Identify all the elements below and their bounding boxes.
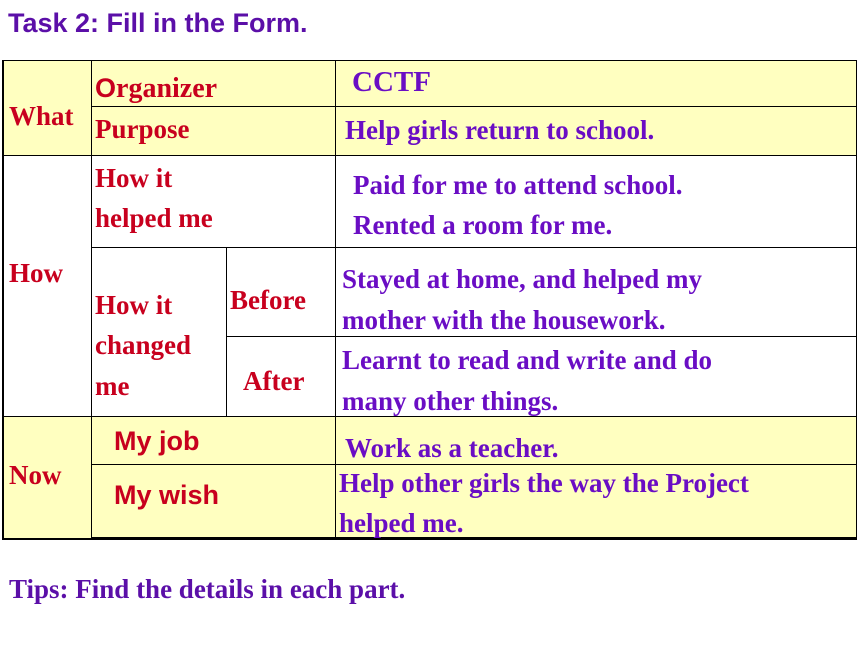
col-divider-before-after xyxy=(335,247,336,417)
how-label: How xyxy=(9,258,63,288)
after-answer-line1: Learnt to read and write and do xyxy=(342,345,713,375)
col-divider-helped xyxy=(335,155,336,248)
organizer-answer: CCTF xyxy=(352,66,431,98)
purpose-label: Purpose xyxy=(95,114,190,144)
how-changed-label-line3: me xyxy=(95,371,130,401)
my-job-answer: Work as a teacher. xyxy=(345,433,559,463)
organizer-label: Organizer xyxy=(95,73,218,104)
tips-text: Tips: Find the details in each part. xyxy=(9,574,406,604)
how-changed-label-line1: How it xyxy=(95,290,173,320)
page-title: Task 2: Fill in the Form. xyxy=(8,8,308,38)
before-answer-line1: Stayed at home, and helped my xyxy=(342,264,703,294)
row-divider-job xyxy=(91,464,857,465)
col-divider-what xyxy=(335,60,336,156)
col-divider-changed xyxy=(226,247,227,417)
now-label: Now xyxy=(9,460,62,490)
row-divider-organizer xyxy=(91,106,857,107)
before-label: Before xyxy=(230,285,306,315)
before-answer-line2: mother with the housework. xyxy=(342,305,666,335)
purpose-answer: Help girls return to school. xyxy=(345,115,655,145)
how-helped-label-line1: How it xyxy=(95,163,173,193)
after-label: After xyxy=(243,366,305,396)
how-helped-label-line2: helped me xyxy=(95,203,213,233)
col-divider-now xyxy=(335,416,336,540)
after-answer-line2: many other things. xyxy=(342,386,559,416)
row-divider-before xyxy=(226,336,857,337)
how-helped-answer-line1: Paid for me to attend school. xyxy=(353,170,683,200)
how-changed-label-line2: changed xyxy=(95,330,192,360)
what-label: What xyxy=(9,101,74,131)
my-job-label: My job xyxy=(114,426,200,456)
how-helped-answer-line2: Rented a room for me. xyxy=(353,210,613,240)
my-wish-answer-line2: helped me. xyxy=(339,508,464,538)
my-wish-label: My wish xyxy=(114,480,220,510)
my-wish-answer-line1: Help other girls the way the Project xyxy=(339,468,749,498)
